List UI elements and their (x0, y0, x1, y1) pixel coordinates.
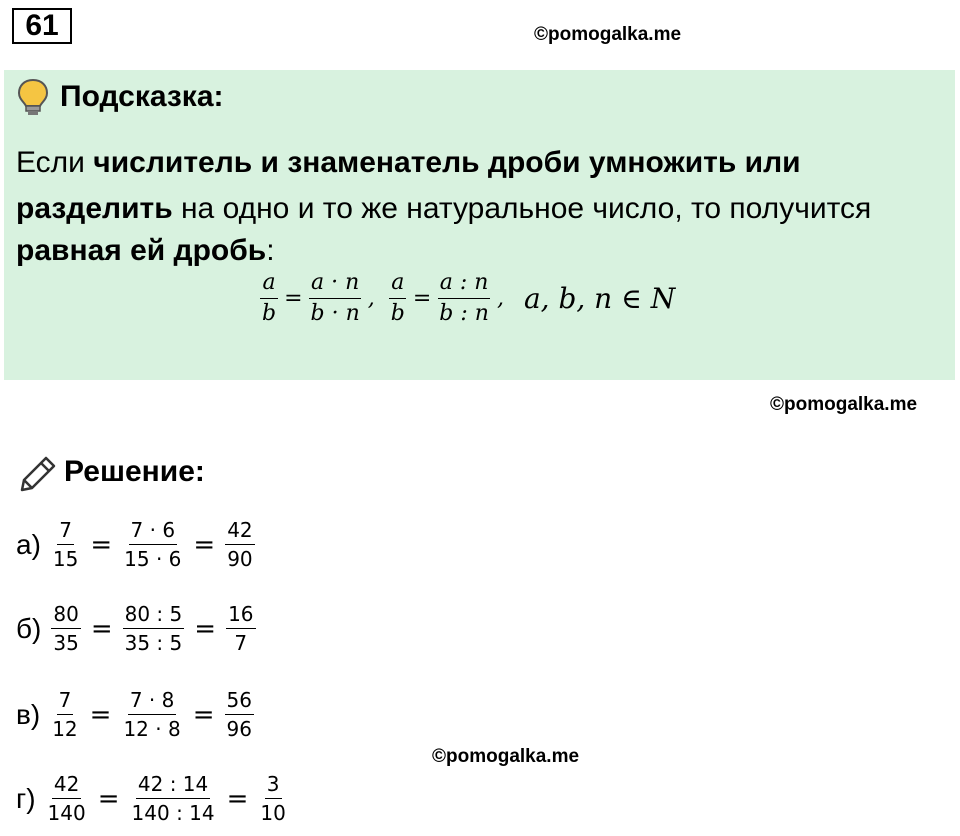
formula-variables: a, b, n ∈ N (523, 282, 676, 315)
formula-fraction: $\frac{a \cdot n}{b \cdot n}$ (310, 270, 360, 326)
watermark-top: ©pomogalka.me (534, 24, 682, 45)
solution-row-v: в) $\frac{7}{12}$ = $\frac{7 \cdot 8}{12 \cdot 8}$ = $\frac{56}{96}$ (16, 688, 252, 741)
formula-fraction: $\frac{a}{b}$ (262, 270, 277, 326)
solution-title: Решение: (64, 455, 205, 488)
solution-row-g: г) $\frac{42}{140}$ = $\frac{42 : 14}{140 : 14}$ = $\frac{3}{10}$ (16, 772, 286, 825)
formula-fraction: $\frac{a}{b}$ (390, 270, 405, 326)
task-number: 61 (12, 8, 72, 44)
hint-text-line-3: равная ей дробь: (16, 234, 275, 267)
watermark-bottom: ©pomogalka.me (432, 746, 580, 767)
watermark-middle: ©pomogalka.me (770, 394, 918, 415)
solution-row-a: а) $\frac{7}{15}$ = $\frac{7 \cdot 6}{15 \cdot 6}$ = $\frac{42}{90}$ (16, 518, 253, 571)
solution-row-b: б) $\frac{80}{35}$ = $\frac{80 : 5}{35 : 5}$ = $\frac{16}{7}$ (16, 602, 254, 655)
formula-fraction: $\frac{a : n}{b : n}$ (439, 270, 489, 326)
hint-text-line-2: разделить на одно и то же натуральное число, то получится (16, 192, 872, 225)
hint-text-line-1: Если числитель и знаменатель дроби умножить или (16, 146, 801, 179)
hint-title: Подсказка: (60, 80, 224, 113)
hint-formula: $\frac{a}{b}$ = $\frac{a \cdot n}{b \cdot n}$ , $\frac{a}{b}$ = $\frac{a : n}{b : n}$ , a, b, n ∈ N (262, 270, 676, 326)
pencil-icon (16, 450, 60, 494)
lightbulb-icon (16, 78, 50, 118)
